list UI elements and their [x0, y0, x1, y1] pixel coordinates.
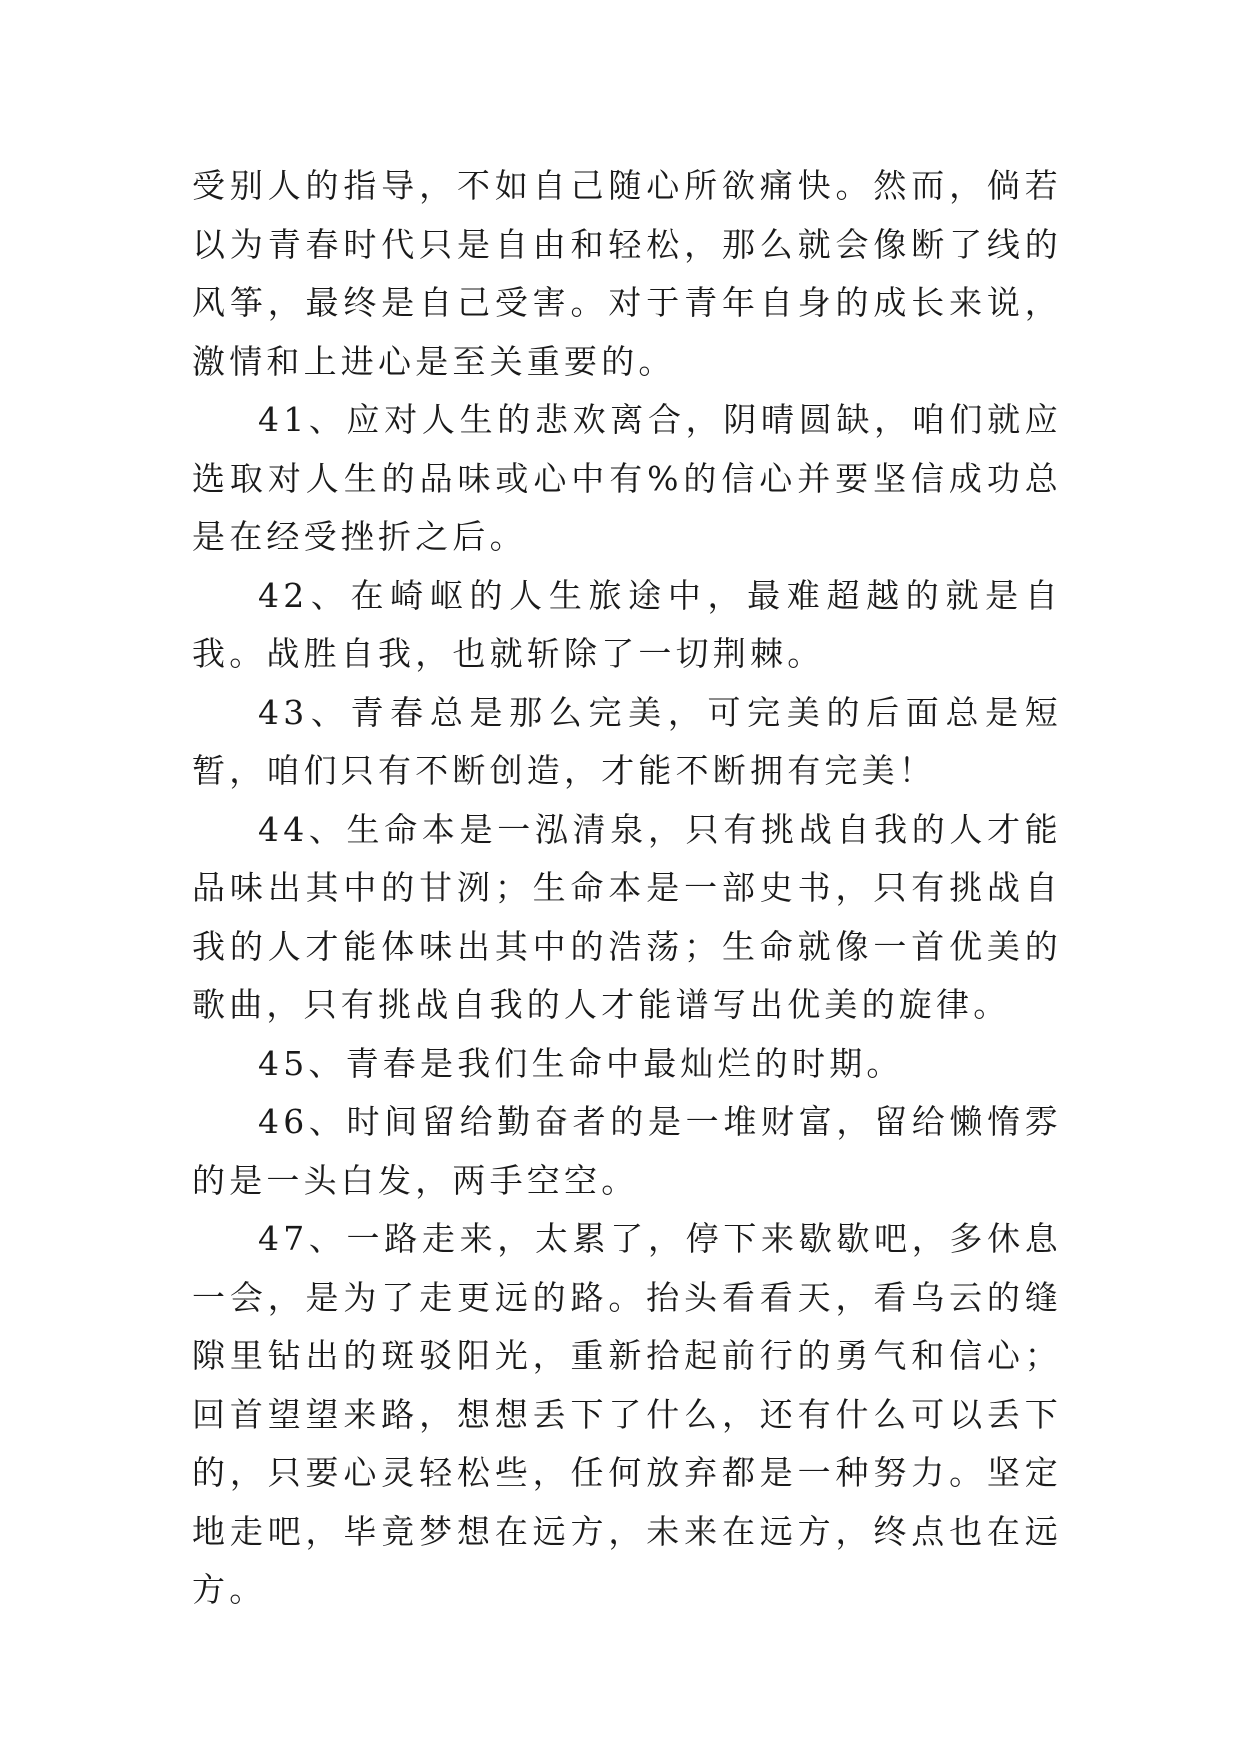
paragraph-45: 45、青春是我们生命中最灿烂的时期。 — [258, 1043, 904, 1083]
document-body — [192, 157, 1062, 1620]
paragraph-47: 47、一路走来，太累了，停下来歇歇吧，多休息一会，是为了走更远的路。抬头看看天，看乌云的缝隙里钻出的斑驳阳光，重新拾起前行的勇气和信心；回首望望来路，想想丢下了什么，还有什么可以丢下的，只要心灵轻松些，任何放弃都是一种努力。坚定地走吧，毕竟梦想在远方，未来在远方，终点也在远方。 — [192, 1219, 1062, 1609]
paragraph-44: 44、生命本是一泓清泉，只有挑战自我的人才能品味出其中的甘洌；生命本是一部史书，只有挑战自我的人才能体味出其中的浩荡；生命就像一首优美的歌曲，只有挑战自我的人才能谱写出优美的旋律。 — [192, 809, 1062, 1024]
paragraph-46: 46、时间留给勤奋者的是一堆财富，留给懒惰雰的是一头白发，两手空空。 — [192, 1102, 1062, 1200]
paragraph-42: 42、在崎岖的人生旅途中，最难超越的就是自我。战胜自我，也就斩除了一切荆棘。 — [192, 575, 1062, 673]
paragraph-continued: 受别人的指导，不如自己随心所欲痛快。然而，倘若以为青春时代只是自由和轻松，那么就会像断了线的风筝，最终是自己受害。对于青年自身的成长来说，激情和上进心是至关重要的。 — [192, 166, 1062, 381]
paragraph-41: 41、应对人生的悲欢离合，阴晴圆缺，咱们就应选取对人生的品味或心中有%的信心并要坚信成功总是在经受挫折之后。 — [192, 400, 1062, 556]
paragraph-43: 43、青春总是那么完美，可完美的后面总是短暂，咱们只有不断创造，才能不断拥有完美！ — [192, 692, 1062, 790]
